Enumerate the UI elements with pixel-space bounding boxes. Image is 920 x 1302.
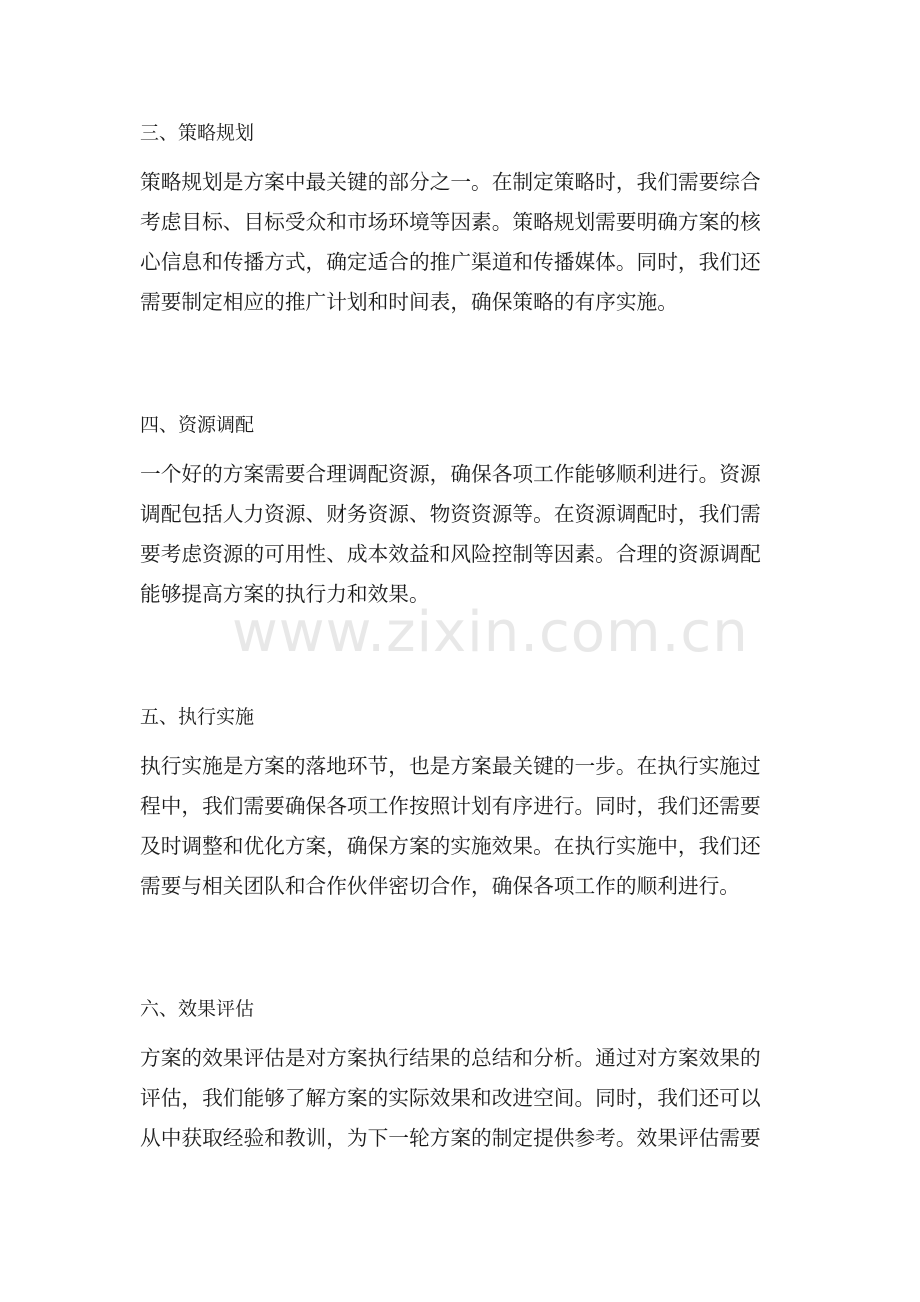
section-heading: 四、资源调配 [140,414,255,436]
watermark: www.zixin.com.cn [232,600,749,665]
paragraph-line: 及时调整和优化方案，确保方案的实施效果。在执行实施中，我们还 [140,834,761,858]
paragraph-line: 能够提高方案的执行力和效果。 [140,582,430,606]
paragraph-line: 心信息和传播方式，确定适合的推广渠道和传播媒体。同时，我们还 [140,250,761,274]
section-heading: 三、策略规划 [140,122,255,144]
paragraph-line: 从中获取经验和教训，为下一轮方案的制定提供参考。效果评估需要 [140,1126,761,1150]
paragraph-line: 方案的效果评估是对方案执行结果的总结和分析。通过对方案效果的 [140,1046,761,1070]
paragraph-line: 评估，我们能够了解方案的实际效果和改进空间。同时，我们还可以 [140,1086,761,1110]
section-heading: 六、效果评估 [140,998,255,1020]
paragraph-line: 考虑目标、目标受众和市场环境等因素。策略规划需要明确方案的核 [140,210,761,234]
paragraph-line: 执行实施是方案的落地环节，也是方案最关键的一步。在执行实施过 [140,754,761,778]
paragraph-line: 要考虑资源的可用性、成本效益和风险控制等因素。合理的资源调配 [140,542,761,566]
section-heading: 五、执行实施 [140,706,255,728]
paragraph-line: 策略规划是方案中最关键的部分之一。在制定策略时，我们需要综合 [140,170,761,194]
paragraph-line: 调配包括人力资源、财务资源、物资资源等。在资源调配时，我们需 [140,502,761,526]
paragraph-line: 一个好的方案需要合理调配资源，确保各项工作能够顺利进行。资源 [140,462,761,486]
paragraph-line: 需要与相关团队和合作伙伴密切合作，确保各项工作的顺利进行。 [140,874,740,898]
paragraph-line: 需要制定相应的推广计划和时间表，确保策略的有序实施。 [140,290,678,314]
paragraph-line: 程中，我们需要确保各项工作按照计划有序进行。同时，我们还需要 [140,794,761,818]
